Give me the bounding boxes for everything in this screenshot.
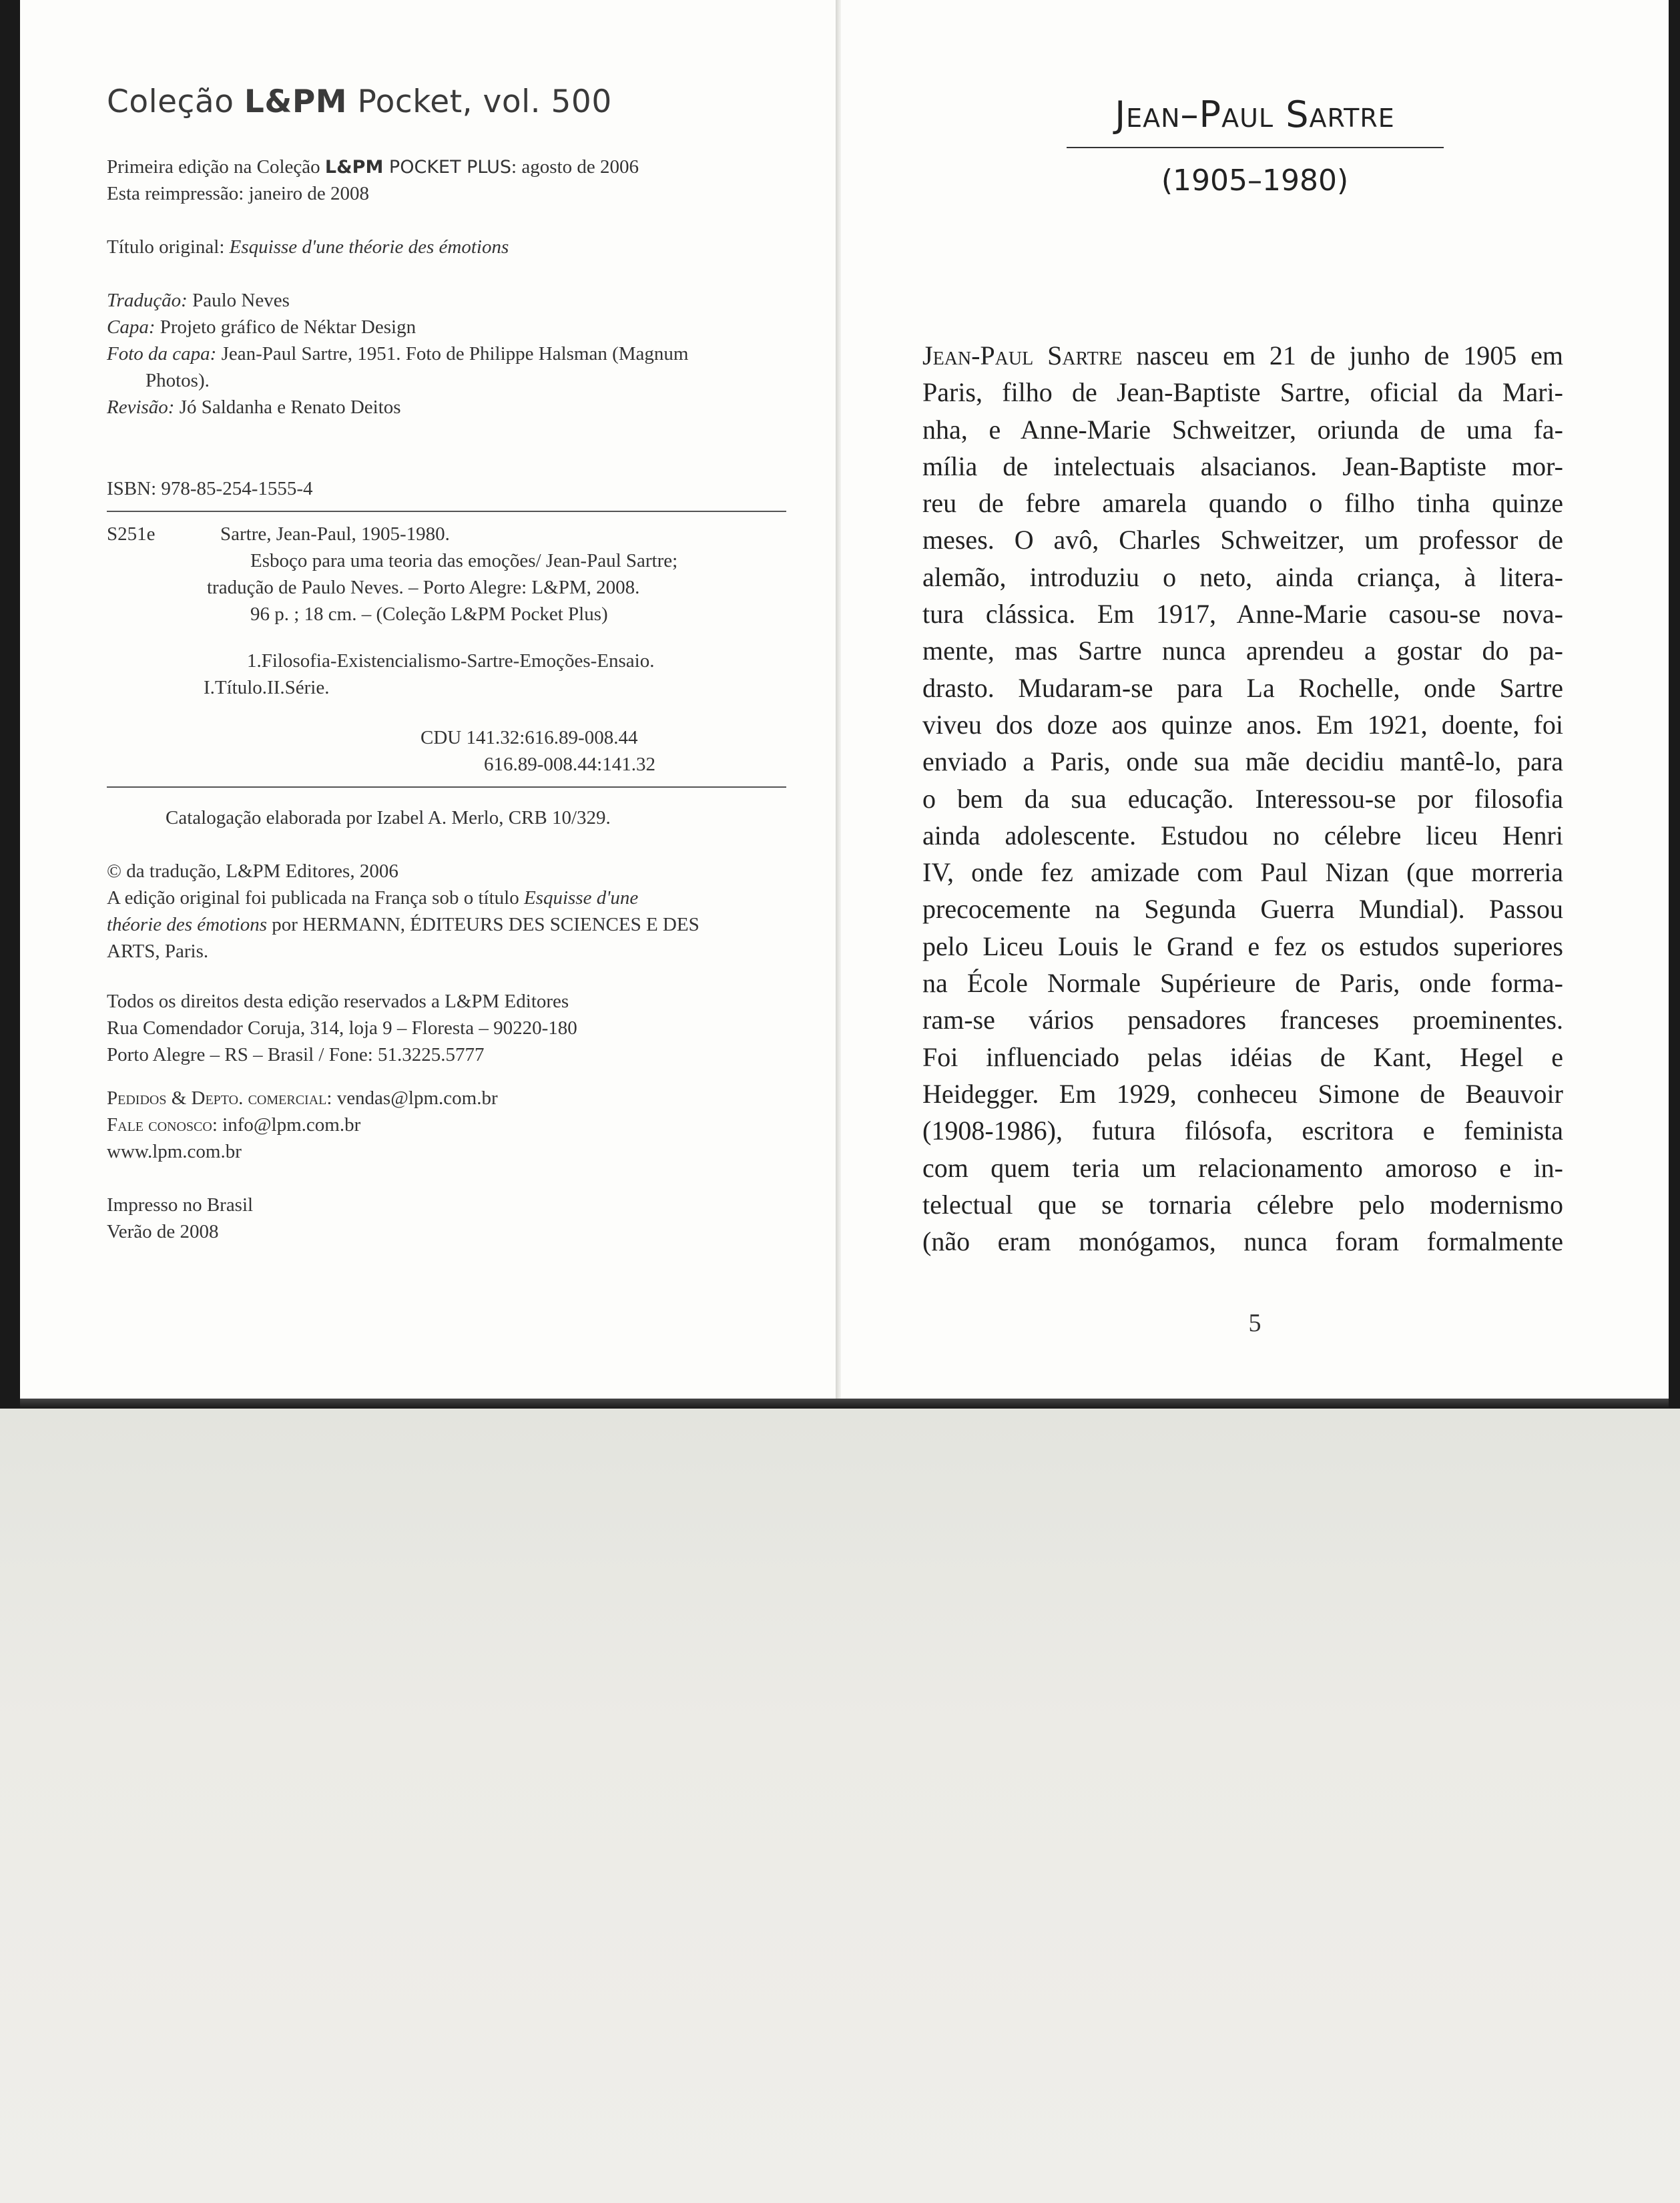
address-line: Rua Comendador Coruja, 314, loja 9 – Floresta – 90220-180: [107, 1017, 577, 1039]
credit-cover-photo: [107, 340, 689, 367]
contact-line: [107, 1112, 360, 1138]
biography-line: viveu dos doze aos quinze anos. Em 1921, doente, foi: [922, 709, 1563, 740]
cip-top-rule: [107, 511, 786, 512]
first-edition-brand: L&PM: [324, 157, 384, 178]
cip-line: 96 p. ; 18 cm. – (Coleção L&PM Pocket Plus): [250, 603, 608, 625]
credit-cover-photo-cont: Photos).: [146, 370, 210, 391]
left-page-copyright: [20, 0, 836, 1399]
cip-line: Sartre, Jean-Paul, 1905-1980.: [220, 523, 450, 545]
reprint-line: Esta reimpressão: janeiro de 2008: [107, 183, 369, 204]
biography-line: Foi influenciado pelas idéias de Kant, Hegel e: [922, 1041, 1563, 1072]
original-title: Esquisse d'une théorie des émotions: [229, 236, 509, 258]
original-title-line: [107, 234, 509, 260]
biography-text: [922, 337, 1563, 1260]
credit-translation: [107, 287, 290, 314]
biography-line: meses. O avô, Charles Schweitzer, um professor de: [922, 525, 1563, 555]
page-bottom-edge: [20, 1399, 1669, 1409]
credit-label: Revisão:: [107, 397, 175, 418]
credit-revision: [107, 394, 401, 421]
cip-cdu: CDU 141.32:616.89-008.44: [421, 727, 638, 748]
author-name-heading: Jean–Paul Sartre: [1115, 93, 1395, 136]
biography-line: [922, 337, 1563, 374]
phone-line: Porto Alegre – RS – Brasil / Fone: 51.3225.5777: [107, 1044, 485, 1065]
biography-line: nha, e Anne-Marie Schweitzer, oriunda de uma fa-: [922, 414, 1563, 445]
credit-label: Capa:: [107, 316, 156, 338]
copyright-original-title: Esquisse d'une: [523, 887, 639, 909]
cip-line: tradução de Paulo Neves. – Porto Alegre: L&PM, 2008.: [207, 577, 640, 598]
series-title-prefix: Coleção: [107, 83, 244, 120]
copyright-translation: © da tradução, L&PM Editores, 2006: [107, 861, 398, 882]
credit-value: Jean-Paul Sartre, 1951. Foto de Philippe Halsman (Magnum: [216, 343, 689, 364]
biography-line: enviado a Paris, onde sua mãe decidiu mantê-lo, para: [922, 746, 1563, 777]
credit-value: Projeto gráfico de Néktar Design: [155, 316, 416, 338]
orders-label: Pedidos & Depto. comercial:: [107, 1087, 332, 1109]
biography-line: reu de febre amarela quando o filho tinha quinze: [922, 488, 1563, 519]
right-page-biography: [841, 0, 1669, 1399]
biography-line: telectual que se tornaria célebre pelo modernismo: [922, 1189, 1563, 1220]
book-gutter: [836, 0, 841, 1399]
blank-scan-area: [0, 1409, 1680, 2203]
cip-cdu: 616.89-008.44:141.32: [484, 754, 655, 775]
rights-line: Todos os direitos desta edição reservados a L&PM Editores: [107, 991, 569, 1012]
biography-line: (não eram monógamos, nunca foram formalmente: [922, 1226, 1563, 1257]
credit-cover: [107, 314, 416, 340]
copyright-original-cont: [107, 911, 699, 938]
biography-line: (1908-1986), futura filósofa, escritora e feminista: [922, 1116, 1563, 1146]
biography-line: com quem teria um relacionamento amoroso e in-: [922, 1152, 1563, 1183]
copyright-original-title-cont: théorie des émotions: [107, 914, 268, 935]
author-years: (1905–1980): [1161, 164, 1349, 198]
copyright-city: ARTS, Paris.: [107, 941, 209, 962]
printed-in: Impresso no Brasil: [107, 1194, 254, 1216]
orders-line: [107, 1085, 498, 1112]
biography-line: ram-se vários pensadores franceses proeminentes.: [922, 1005, 1563, 1035]
biography-line: na École Normale Supérieure de Paris, onde forma-: [922, 968, 1563, 999]
biography-line-text: nasceu em 21 de junho de 1905 em: [1122, 340, 1563, 371]
heading-rule: [1067, 147, 1444, 148]
cip-line: Esboço para uma teoria das emoções/ Jean-Paul Sartre;: [250, 550, 678, 571]
biography-line: ainda adolescente. Estudou no célebre liceu Henri: [922, 820, 1563, 850]
contact-label: Fale conosco:: [107, 1114, 218, 1136]
cip-bottom-rule: [107, 786, 786, 788]
print-season: Verão de 2008: [107, 1221, 219, 1242]
website: www.lpm.com.br: [107, 1141, 242, 1162]
contact-email: info@lpm.com.br: [217, 1114, 361, 1136]
biography-line: Heidegger. Em 1929, conheceu Simone de Beauvoir: [922, 1078, 1563, 1109]
credit-label: Foto da capa:: [107, 343, 217, 364]
biography-line: Paris, filho de Jean-Baptiste Sartre, oficial da Mari-: [922, 377, 1563, 408]
credit-label: Tradução:: [107, 290, 188, 311]
biography-line: precocemente na Segunda Guerra Mundial). Passou: [922, 894, 1563, 925]
biography-line: alemão, introduziu o neto, ainda criança, à litera-: [922, 561, 1563, 592]
copyright-original-prefix: A edição original foi publicada na França sob o título: [107, 887, 524, 909]
first-edition-prefix: Primeira edição na Coleção: [107, 156, 325, 178]
biography-line: mília de intelectuais alsacianos. Jean-Baptiste mor-: [922, 451, 1563, 481]
page-number: 5: [1248, 1309, 1262, 1337]
credit-value: Paulo Neves: [187, 290, 290, 311]
series-title: [107, 83, 612, 120]
copyright-original: [107, 885, 638, 911]
biography-line: o bem da sua educação. Interessou-se por filosofia: [922, 783, 1563, 814]
orders-email: vendas@lpm.com.br: [332, 1087, 498, 1109]
biography-line: pelo Liceu Louis le Grand e fez os estudos superiores: [922, 931, 1563, 961]
cip-line: I.Título.II.Série.: [204, 677, 330, 698]
cataloging-credit: Catalogação elaborada por Izabel A. Merlo, CRB 10/329.: [166, 807, 611, 828]
biography-line: mente, mas Sartre nunca aprendeu a gostar do pa-: [922, 636, 1563, 666]
biography-line: tura clássica. Em 1917, Anne-Marie casou-se nova-: [922, 599, 1563, 630]
isbn: ISBN: 978-85-254-1555-4: [107, 478, 313, 499]
first-edition-date: : agosto de 2006: [511, 156, 639, 178]
first-edition-line: [107, 154, 639, 181]
series-brand: L&PM: [244, 83, 348, 120]
cip-code: S251e: [107, 523, 156, 545]
biography-line: IV, onde fez amizade com Paul Nizan (que morreria: [922, 857, 1563, 888]
biography-line: drasto. Mudaram-se para La Rochelle, onde Sartre: [922, 672, 1563, 703]
biography-lead-name: Jean-Paul Sartre: [922, 340, 1123, 371]
original-title-label: Título original:: [107, 236, 230, 258]
series-title-suffix: Pocket, vol. 500: [347, 83, 612, 120]
credit-value: Jó Saldanha e Renato Deitos: [174, 397, 401, 418]
first-edition-collection: POCKET PLUS: [383, 157, 512, 178]
copyright-publisher: por HERMANN, ÉDITEURS DES SCIENCES E DES: [267, 914, 699, 935]
cip-line: 1.Filosofia-Existencialismo-Sartre-Emoções-Ensaio.: [247, 650, 655, 672]
